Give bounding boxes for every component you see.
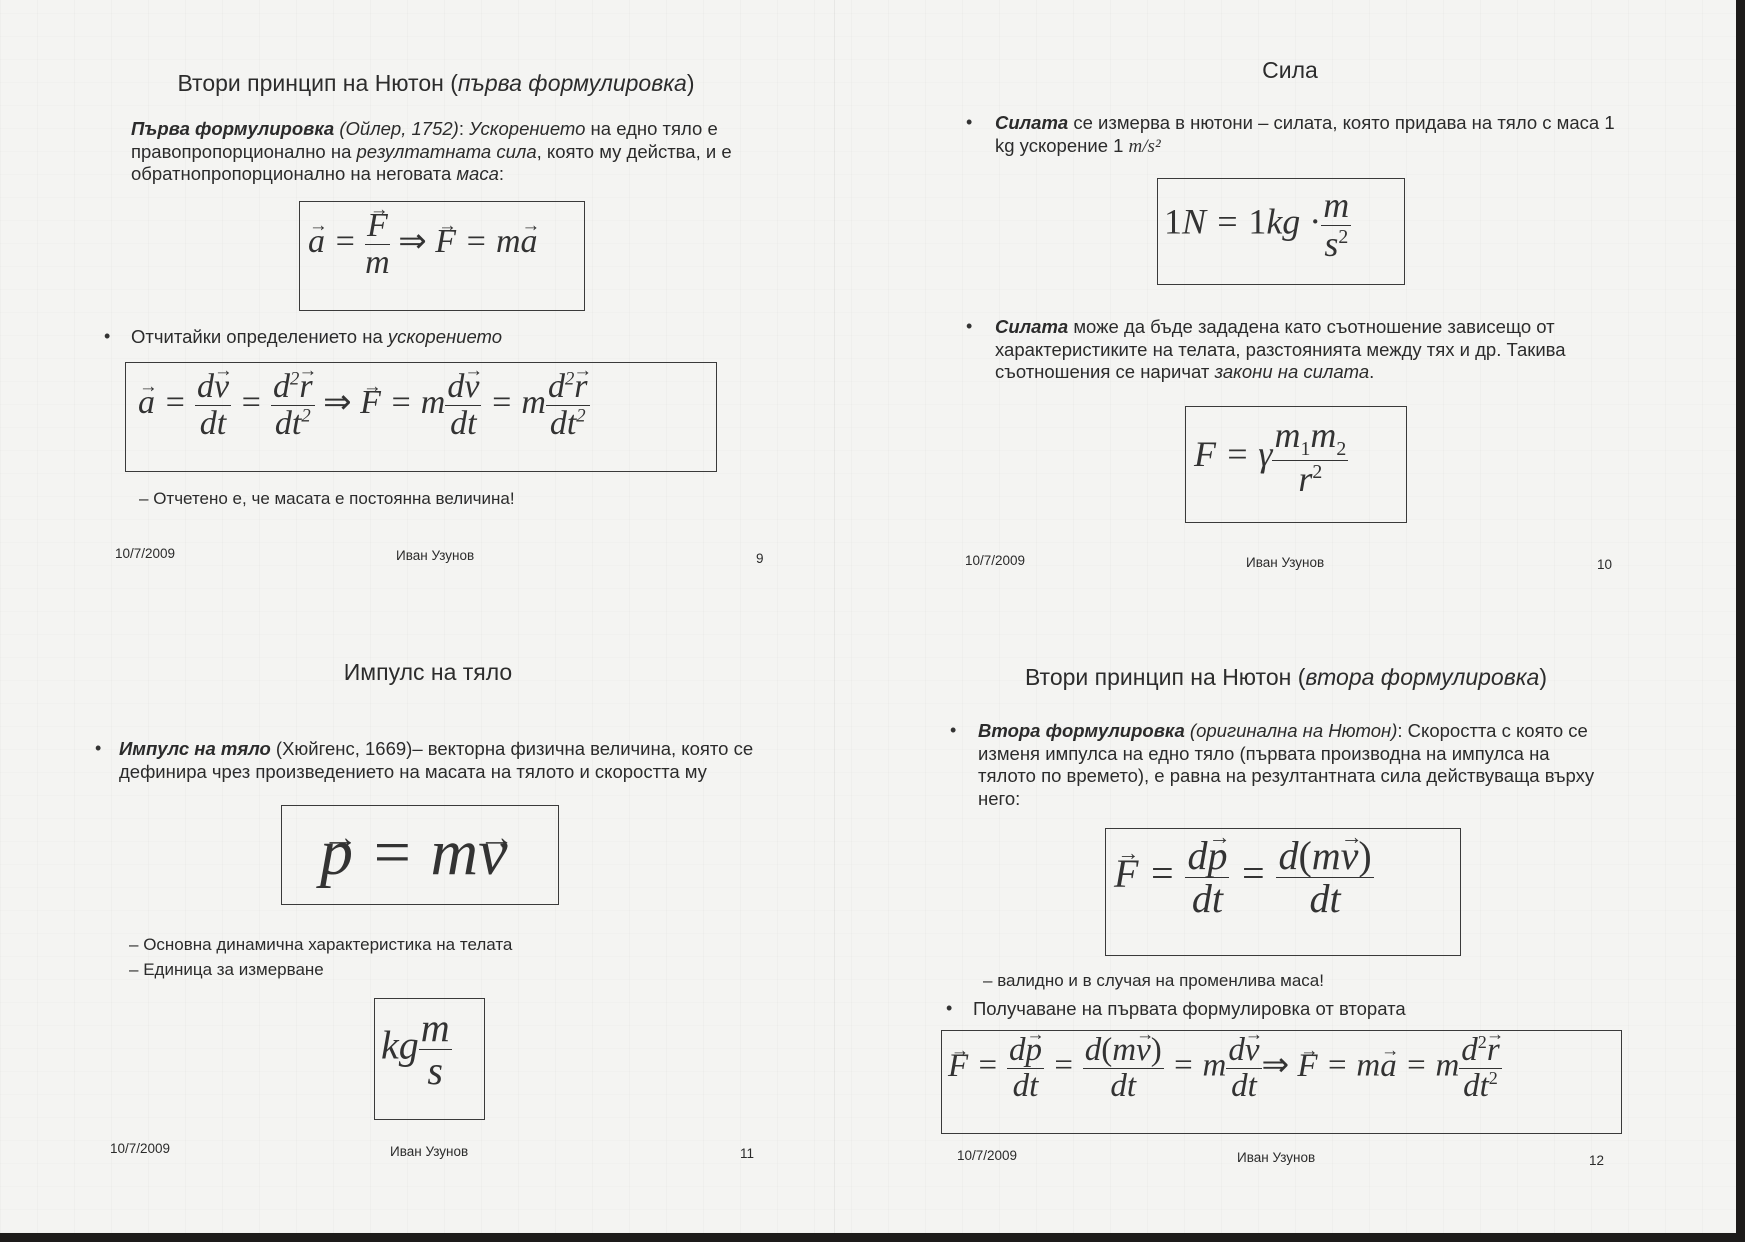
dash-item: – Единица за измерване [129,960,324,979]
bullet-bold: Втора формулировка [978,720,1185,741]
intro-bold: Първа формулировка [131,118,335,139]
formula-box [1185,406,1407,523]
bullet-body: може да бъде зададена като съотношение зависещо от характеристиките на телата, разстоянията между тях и др. Такива съотношения се наричат [995,316,1566,382]
footer-date: 10/7/2009 [110,1141,171,1156]
page-fold-line [834,0,835,1233]
bullet-bold: Импулс на тяло [119,738,271,759]
footer-author: Иван Узунов [390,1144,469,1159]
title-italic: втора формулировка [1305,664,1540,690]
formula-box [125,362,717,472]
unit-m-per-s2: m/s² [1128,135,1161,157]
formula-newton-unit: 1N = 1kg · $\frac{m}{s^2}$ [1164,185,1350,264]
footer-page-number: 12 [1589,1153,1605,1168]
formula-box [299,201,585,311]
intro-italic-2: резултатната сила [356,140,537,162]
bullet-dot: • [966,316,973,336]
intro-ref: (Ойлер, 1752) [334,118,459,139]
bullet-dot: • [966,112,973,132]
title-italic: първа формулировка [457,70,687,96]
formula-newton-second: → F = $\frac{d\to p}{dt}$ = $\frac{d(m\to v)}{dt}$ [1114,835,1374,920]
intro-text-2: , която му действа, и е обратнопропорционално на неговата [131,140,732,184]
bullet-text [995,112,1625,158]
dash-text: Единица за измерване [143,960,324,979]
title-text: Втори принцип на Нютон ( [177,70,458,96]
bullet-plain: Отчитайки определението на [131,326,388,347]
formula-momentum-unit: kg $\frac{m}{s}$ [381,1005,450,1093]
bullet-body: (Хюйгенс, 1669)– векторна физична величина, която се дефинира чрез произведението на масата на тялото и скоростта му [119,738,754,782]
formula-momentum: → p = m→ v [320,810,508,896]
note-line: – Отчетено е, че масата е постоянна величина! [139,489,515,508]
bullet-body: се измерва в нютони – силата, която придава на тяло с маса 1 kg ускорение 1 [995,112,1615,156]
intro-colon: : [458,118,470,139]
dash-item: – валидно и в случая на променлива маса! [983,971,1324,990]
formula-box [1105,828,1461,956]
bullet-text [119,738,759,783]
formula-box [281,805,559,905]
bullet-italic: ускорението [387,326,503,347]
footer-author: Иван Узунов [1237,1150,1316,1165]
intro-italic-1: Ускорението [469,118,586,139]
bullet-ref: (оригинална на Нютон) [1184,720,1398,741]
slide-title [1025,664,1547,691]
title-close: ) [1539,664,1548,690]
intro-text-3: : [498,163,505,184]
bullet-body: : Скоростта с която се изменя импулса на едно тяло (първата производна на импулса на тялото по времето), е равна на резултантната сила действуваща върху него: [978,720,1595,809]
footer-date: 10/7/2009 [957,1148,1018,1163]
bullet-text: Получаване на първата формулировка от втората [973,998,1406,1019]
bullet-bold: Силата [995,112,1069,133]
note-text: Отчетено е, че масата е постоянна величина! [153,489,515,508]
bullet-dot: • [950,720,957,740]
formula-box [1157,178,1405,285]
bullet-italic: закони на силата [1214,361,1370,382]
footer-page-number: 9 [756,551,764,566]
formula-derivation-chain: → F = $\frac{d\to p}{dt}$ = $\frac{d(m\to v)}{dt}$ = m $\frac{d\to v}{dt}$ ⇒ → F = m→ a = m $\frac{d^2\to r}{dt^2}$ [948,1033,1502,1103]
footer-page-number: 11 [740,1146,755,1161]
footer-author: Иван Узунов [396,548,475,563]
bullet-dot: • [95,738,102,758]
bullet-end: . [1369,361,1375,382]
bullet-text [978,720,1598,810]
footer-page-number: 10 [1597,557,1613,572]
intro-text-1: на едно тяло е правопропорционално на [131,118,718,162]
slide-title [177,70,694,97]
formula-acceleration-chain: → a = $\frac{d\to v}{dt}$ = $\frac{d^2\to r}{dt^2}$ ⇒ → F = m $\frac{d\to v}{dt}$ = m $\frac{d^2\to r}{dt^2}$ [138,369,590,441]
footer-date: 10/7/2009 [115,546,176,561]
bullet-text [131,326,502,349]
footer-date: 10/7/2009 [965,553,1026,568]
bullet-dot: • [104,326,111,346]
formula-box [941,1030,1622,1134]
footer-author: Иван Узунов [1246,555,1325,570]
bullet-text [995,316,1635,384]
bullet-dot: • [946,998,953,1018]
title-text: Втори принцип на Нютон ( [1024,664,1306,690]
formula-newton-first: → a = → $\frac{F}{m}$ ⇒ → F = m→ a [308,208,538,280]
intro-italic-3: маса [456,163,499,184]
dash-text: валидно и в случая на променлива маса! [997,971,1324,990]
dash-item: – Основна динамична характеристика на телата [129,935,513,954]
slide-title: Импулс на тяло [343,659,513,685]
formula-gravitation-law: F = γ $\frac{m_1m_2}{r^2}$ [1194,415,1347,499]
title-close: ) [686,70,695,96]
formula-box [374,998,485,1120]
dash-text: Основна динамична характеристика на телата [143,935,513,954]
slide-title: Сила [1262,57,1318,83]
bullet-bold: Силата [995,316,1069,337]
intro-paragraph [131,118,751,186]
